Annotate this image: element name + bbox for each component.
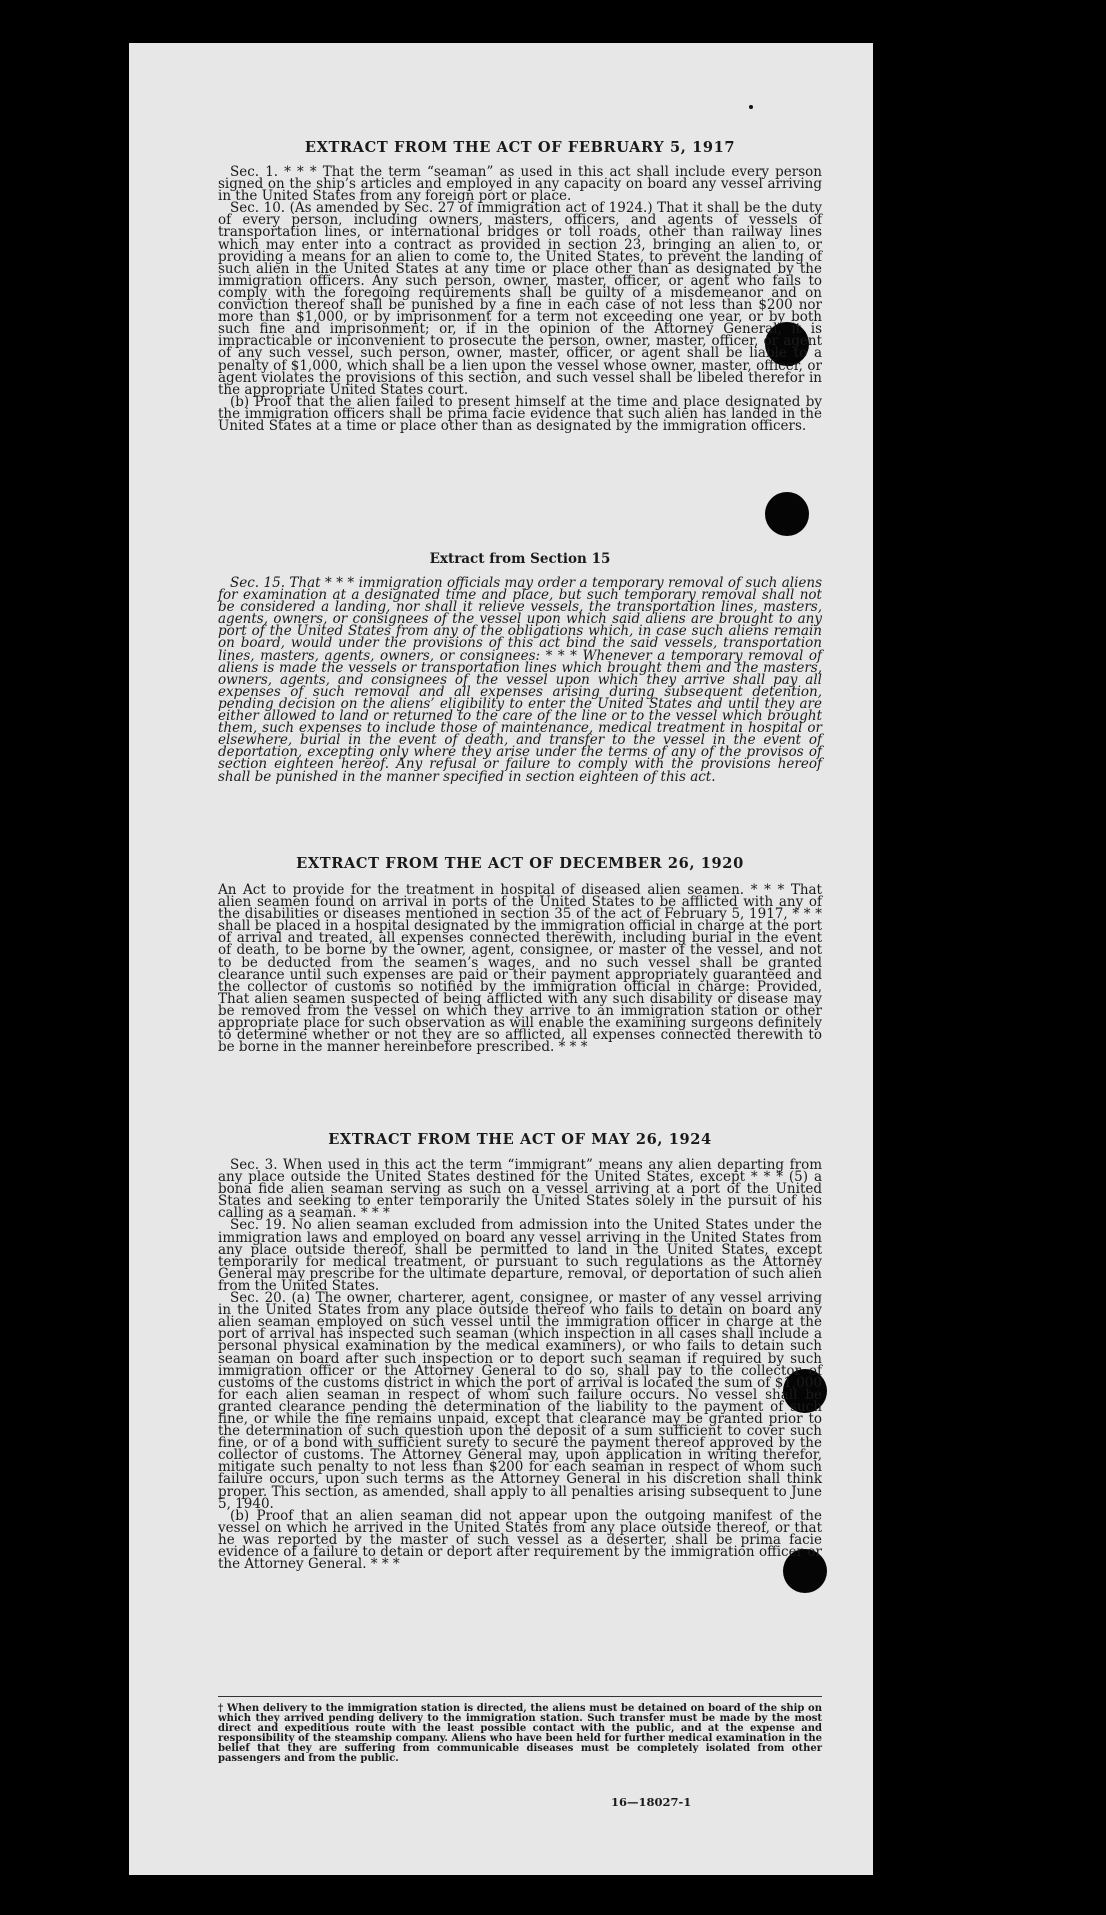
heading-section-15: Extract from Section 15: [429, 551, 611, 567]
sec-1: Sec. 1. * * * That the term “seaman” as used in this act shall include every person signed on the ship’s articles and employed in any capacity on board any vessel arriving in the United States from any foreign port or place.: [218, 164, 822, 205]
act-1920: An Act to provide for the treatment in hospital of diseased alien seamen. * * * That alien seamen found on arrival in ports of the United States to be afflicted with any of the disabilities or diseases mentioned in section 35 of the act of February 5, 1917, * * * shall be placed in a hospital designated by the immigration official in charge at the port of arrival and treated, all expenses connected therewith, including burial in the event of death, to be borne by the owner, agent, consignee, or master of the vessel, and not to be deducted from the seamen’s wages, and no such vessel shall be granted clearance until such expenses are paid or their payment appropriately guaranteed and the collector of customs so notified by the immigration official in charge: Provided, That alien seamen suspected of being afflicted with any such disability or disease may be removed from the vessel on which they arrive to an immigration station or other appropriate place for such observation as will enable the examining surgeons definitely to determine whether or not they are so afflicted, all expenses connected therewith to be borne in the manner hereinbefore prescribed. * * *: [218, 882, 822, 1056]
document-page: [129, 43, 873, 1875]
section-may-1924: [218, 1131, 822, 1573]
heading-dec-1920: EXTRACT FROM THE ACT OF DECEMBER 26, 1920: [296, 855, 744, 872]
heading-may-1924: EXTRACT FROM THE ACT OF MAY 26, 1924: [328, 1131, 712, 1148]
sec-15: Sec. 15. That * * * immigration officials may order a temporary removal of such aliens for examination at a designated time and place, but such temporary removal shall not be considered a landing, nor shall it relieve vessels, the transportation lines, masters, agents, owners, or consignees of the vessel upon which said aliens are brought to any port of the United States from any of the obligations which, in case such aliens remain on board, would under the provisions of this act bind the said vessels, transportation lines, masters, agents, owners, or consignees: * * * Whenever a temporary removal of aliens is made the vessels or transportation lines which brought them and the masters, owners, agents, and consignees of the vessel upon which they arrive shall pay all expenses of such removal and all expenses arising during subsequent detention, pending decision on the aliens’ eligibility to enter the United States and until they are either allowed to land or returned to the care of the line or to the vessel which brought them, such expenses to include those of maintenance, medical treatment in hospital or elsewhere, burial in the event of death, and transfer to the vessel in the event of deportation, excepting only where they arise under the terms of any of the provisos of section eighteen hereof. Any refusal or failure to comply with the provisions hereof shall be punished in the manner specified in section eighteen of this act.: [218, 575, 822, 785]
sec-19: Sec. 19. No alien seaman excluded from admission into the United States under the immigration laws and employed on board any vessel arriving in the United States from any place outside thereof, shall be permitted to land in the United States, except temporarily for medical treatment, or pursuant to such regulations as the Attorney General may prescribe for the ultimate departure, removal, or deportation of such alien from the United States.: [218, 1217, 822, 1294]
footnote-block: [218, 1704, 822, 1764]
footnote: † When delivery to the immigration station is directed, the aliens must be detained on board of the ship on which they arrived pending delivery to the immigration station. Such transfer must be made by the most direct and expeditious route with the least possible contact with the public, and at the expense and responsibility of the steamship company. Aliens who have been held for further medical examination in the belief that they are suffering from communicable diseases must be completely isolated from other passengers and from the public.: [218, 1703, 822, 1764]
sec-10-b: (b) Proof that the alien failed to present himself at the time and place designated by the immigration officers shall be prima facie evidence that such alien has landed in the United States at a time or place other than as designated by the immigration officers.: [218, 393, 822, 434]
speck: [749, 105, 753, 109]
sec-20-b: (b) Proof that an alien seaman did not appear upon the outgoing manifest of the vessel on which he arrived in the United States from any place outside thereof, or that he was reported by the master of such vessel as a deserter, shall be prima facie evidence of a failure to detain or deport after requirement by the immigration officer or the Attorney General. * * *: [218, 1507, 822, 1573]
form-code: 16—18027-1: [611, 1795, 692, 1809]
section-dec-1920: [218, 855, 822, 1056]
punch-hole: [765, 492, 809, 536]
section-feb-1917: [218, 139, 822, 432]
sec-3: Sec. 3. When used in this act the term “immigrant” means any alien departing from any place outside the United States destined for the United States, except * * * (5) a bona fide alien seaman serving as such on a vessel arriving at a port of the United States and seeking to enter temporarily the United States solely in the pursuit of his calling as a seaman. * * *: [218, 1157, 822, 1222]
heading-feb-1917: EXTRACT FROM THE ACT OF FEBRUARY 5, 1917: [304, 139, 736, 156]
footnote-rule: [218, 1696, 822, 1697]
sec-10: Sec. 10. (As amended by Sec. 27 of immigration act of 1924.) That it shall be the duty of every person, including owners, masters, officers, and agents of vessels of transportation lines, or international bridges or toll roads, other than railway lines which may enter into a contract as provided in section 23, bringing an alien to, or providing a means for an alien to come to, the United States, to prevent the landing of such alien in the United States at any time or place other than as designated by the immigration officers. Any such person, owner, master, officer, or agent who fails to comply with the foregoing requirements shall be guilty of a misdemeanor and on conviction thereof shall be punished by a fine in each case of not less than $200 nor more than $1,000, or by imprisonment for a term not exceeding one year, or by both such fine and imprisonment; or, if in the opinion of the Attorney General, it is impracticable or inconvenient to prosecute the person, owner, master, officer, or agent of any such vessel, such person, owner, master, officer, or agent shall be liable to a penalty of $1,000, which shall be a lien upon the vessel whose owner, master, officer, or agent violates the provisions of this section, and such vessel shall be libeled therefor in the appropriate United States court.: [218, 200, 822, 398]
section-15: [218, 551, 822, 783]
sec-20: Sec. 20. (a) The owner, charterer, agent, consignee, or master of any vessel arriving in the United States from any place outside thereof who fails to detain on board any alien seaman employed on such vessel until the immigration officer in charge at the port of arrival has inspected such seaman (which inspection in all cases shall include a personal physical examination by the medical examiners), or who fails to detain such seaman on board after such inspection or to deport such seaman if required by such immigration officer or the Attorney General to do so, shall pay to the collector of customs of the customs district in which the port of arrival is located the sum of $1,000 for each alien seaman in respect of whom such failure occurs. No vessel shall be granted clearance pending the determination of the liability to the payment of such fine, or while the fine remains unpaid, except that clearance may be granted prior to the determination of such question upon the deposit of a sum sufficient to cover such fine, or of a bond with sufficient surety to secure the payment thereof approved by the collector of customs. The Attorney General may, upon application in writing therefor, mitigate such penalty to not less than $200 for each seaman in respect of whom such failure occurs, upon such terms as the Attorney General in his discretion shall think proper. This section, as amended, shall apply to all penalties arising subsequent to June 5, 1940.: [218, 1290, 822, 1512]
